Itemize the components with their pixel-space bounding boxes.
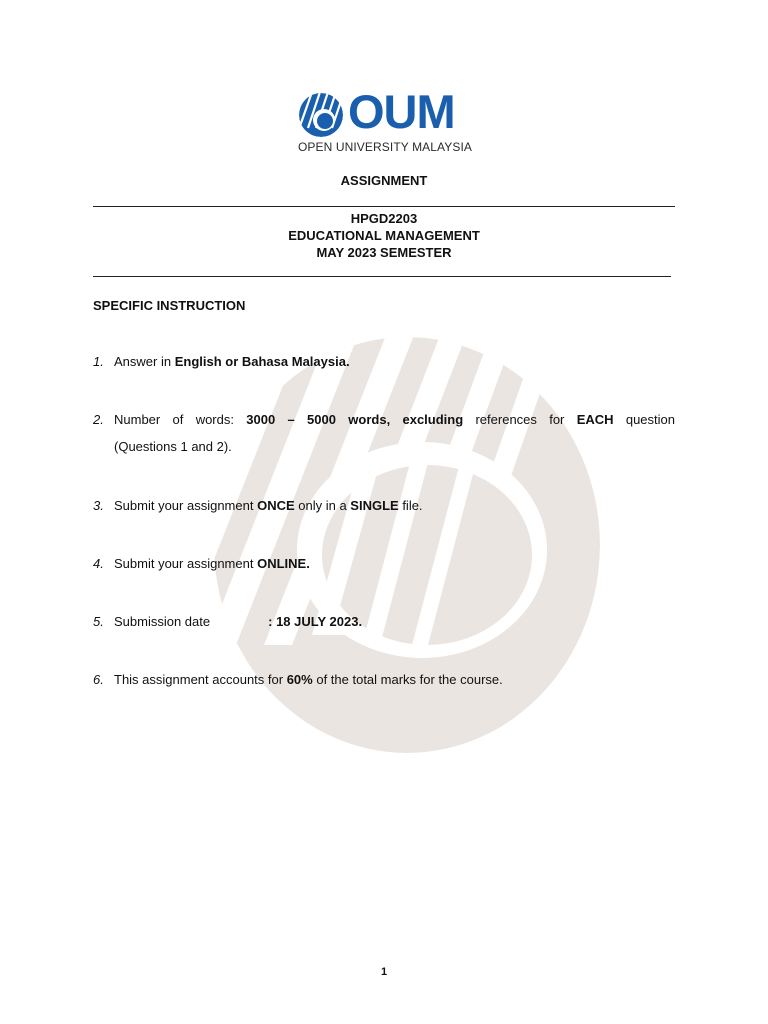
item-text-bold: EACH: [576, 412, 614, 427]
divider-bottom: [93, 276, 671, 277]
item-text-bold: 60%: [286, 672, 313, 687]
page-number: 1: [380, 966, 388, 978]
item-text: Submit your assignment: [114, 556, 258, 571]
instruction-item: [93, 348, 675, 375]
item-text: question: [613, 412, 675, 427]
section-heading: SPECIFIC INSTRUCTION: [93, 298, 246, 313]
item-text-line2: (Questions 1 and 2).: [114, 439, 232, 454]
item-number: 2.: [93, 412, 104, 427]
logo-wordmark: OUM: [348, 85, 455, 138]
item-text-bold: 3000 – 5000 words, excluding: [246, 412, 464, 427]
submission-date: : 18 JULY 2023.: [268, 614, 363, 629]
item-text: Answer in: [114, 354, 175, 369]
oum-logo: [298, 85, 478, 156]
item-number: 1.: [93, 354, 104, 369]
item-text-bold: SINGLE: [350, 498, 399, 513]
instruction-item: [93, 492, 675, 519]
item-text: Submission date: [114, 614, 211, 629]
item-number: 6.: [93, 672, 104, 687]
item-text-bold: English or Bahasa Malaysia.: [174, 354, 350, 369]
divider-top: [93, 206, 675, 207]
item-number: 5.: [93, 614, 104, 629]
course-code: HPGD2203: [350, 211, 418, 226]
instruction-item: [93, 406, 675, 460]
item-text: of the total marks for the course.: [312, 672, 503, 687]
logo-subtitle: OPEN UNIVERSITY MALAYSIA: [298, 140, 473, 154]
item-text: references for: [463, 412, 577, 427]
semester: MAY 2023 SEMESTER: [316, 245, 452, 260]
item-text: file.: [398, 498, 423, 513]
item-text: Number of words:: [114, 412, 247, 427]
item-text-bold: ONCE: [257, 498, 295, 513]
instruction-item: [93, 666, 675, 693]
instruction-item: [93, 608, 675, 635]
item-text: This assignment accounts for: [114, 672, 287, 687]
item-number: 4.: [93, 556, 104, 571]
item-text: only in a: [294, 498, 351, 513]
item-text-bold: ONLINE.: [257, 556, 310, 571]
instruction-item: [93, 550, 675, 577]
oum-globe-icon: [298, 92, 344, 138]
item-number: 3.: [93, 498, 104, 513]
course-name: EDUCATIONAL MANAGEMENT: [288, 228, 480, 243]
item-text: Submit your assignment: [114, 498, 258, 513]
document-type: ASSIGNMENT: [340, 173, 428, 188]
